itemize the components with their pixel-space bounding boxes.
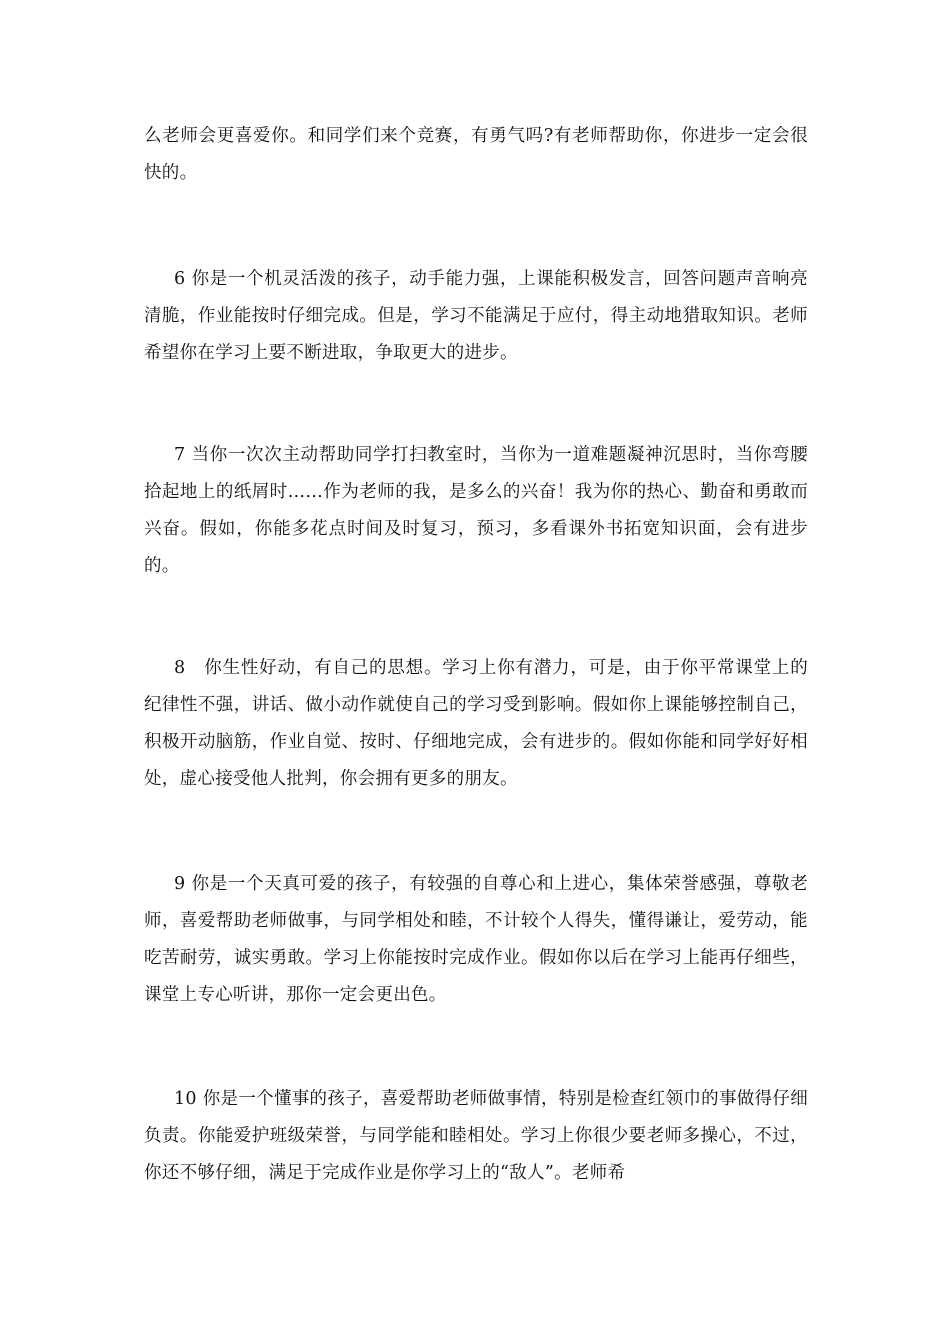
- paragraph-comment-7: 7 当你一次次主动帮助同学打扫教室时，当你为一道难题凝神沉思时，当你弯腰拾起地上的纸屑时……作为老师的我，是多么的兴奋！我为你的热心、勤奋和勇敢而兴奋。假如，你能多花点时间及时复习，预习，多看课外书拓宽知识面，会有进步的。: [144, 445, 808, 576]
- paragraph-comment-9: 9 你是一个天真可爱的孩子，有较强的自尊心和上进心，集体荣誉感强，尊敬老师，喜爱帮助老师做事，与同学相处和睦，不计较个人得失，懂得谦让，爱劳动，能吃苦耐劳，诚实勇敢。学习上你能按时完成作业。假如你以后在学习上能再仔细些，课堂上专心听讲，那你一定会更出色。: [144, 874, 808, 1005]
- paragraph-comment-8: 8 你生性好动，有自己的思想。学习上你有潜力，可是，由于你平常课堂上的纪律性不强，讲话、做小动作就使自己的学习受到影响。假如你上课能够控制自己，积极开动脑筋，作业自觉、按时、仔细地完成，会有进步的。假如你能和同学好好相处，虚心接受他人批判，你会拥有更多的朋友。: [144, 658, 808, 789]
- paragraph-comment-10: 10 你是一个懂事的孩子，喜爱帮助老师做事情，特别是检查红领巾的事做得仔细负责。你能爱护班级荣誉，与同学能和睦相处。学习上你很少要老师多操心，不过，你还不够仔细，满足于完成作业是你学习上的“敌人”。老师希: [144, 1089, 808, 1183]
- paragraph-continuation: 么老师会更喜爱你。和同学们来个竞赛，有勇气吗?有老师帮助你，你进步一定会很快的。: [144, 126, 808, 183]
- paragraph-comment-6: 6 你是一个机灵活泼的孩子，动手能力强，上课能积极发言，回答问题声音响亮清脆，作业能按时仔细完成。但是，学习不能满足于应付，得主动地猎取知识。老师希望你在学习上要不断进取，争取更大的进步。: [144, 269, 808, 363]
